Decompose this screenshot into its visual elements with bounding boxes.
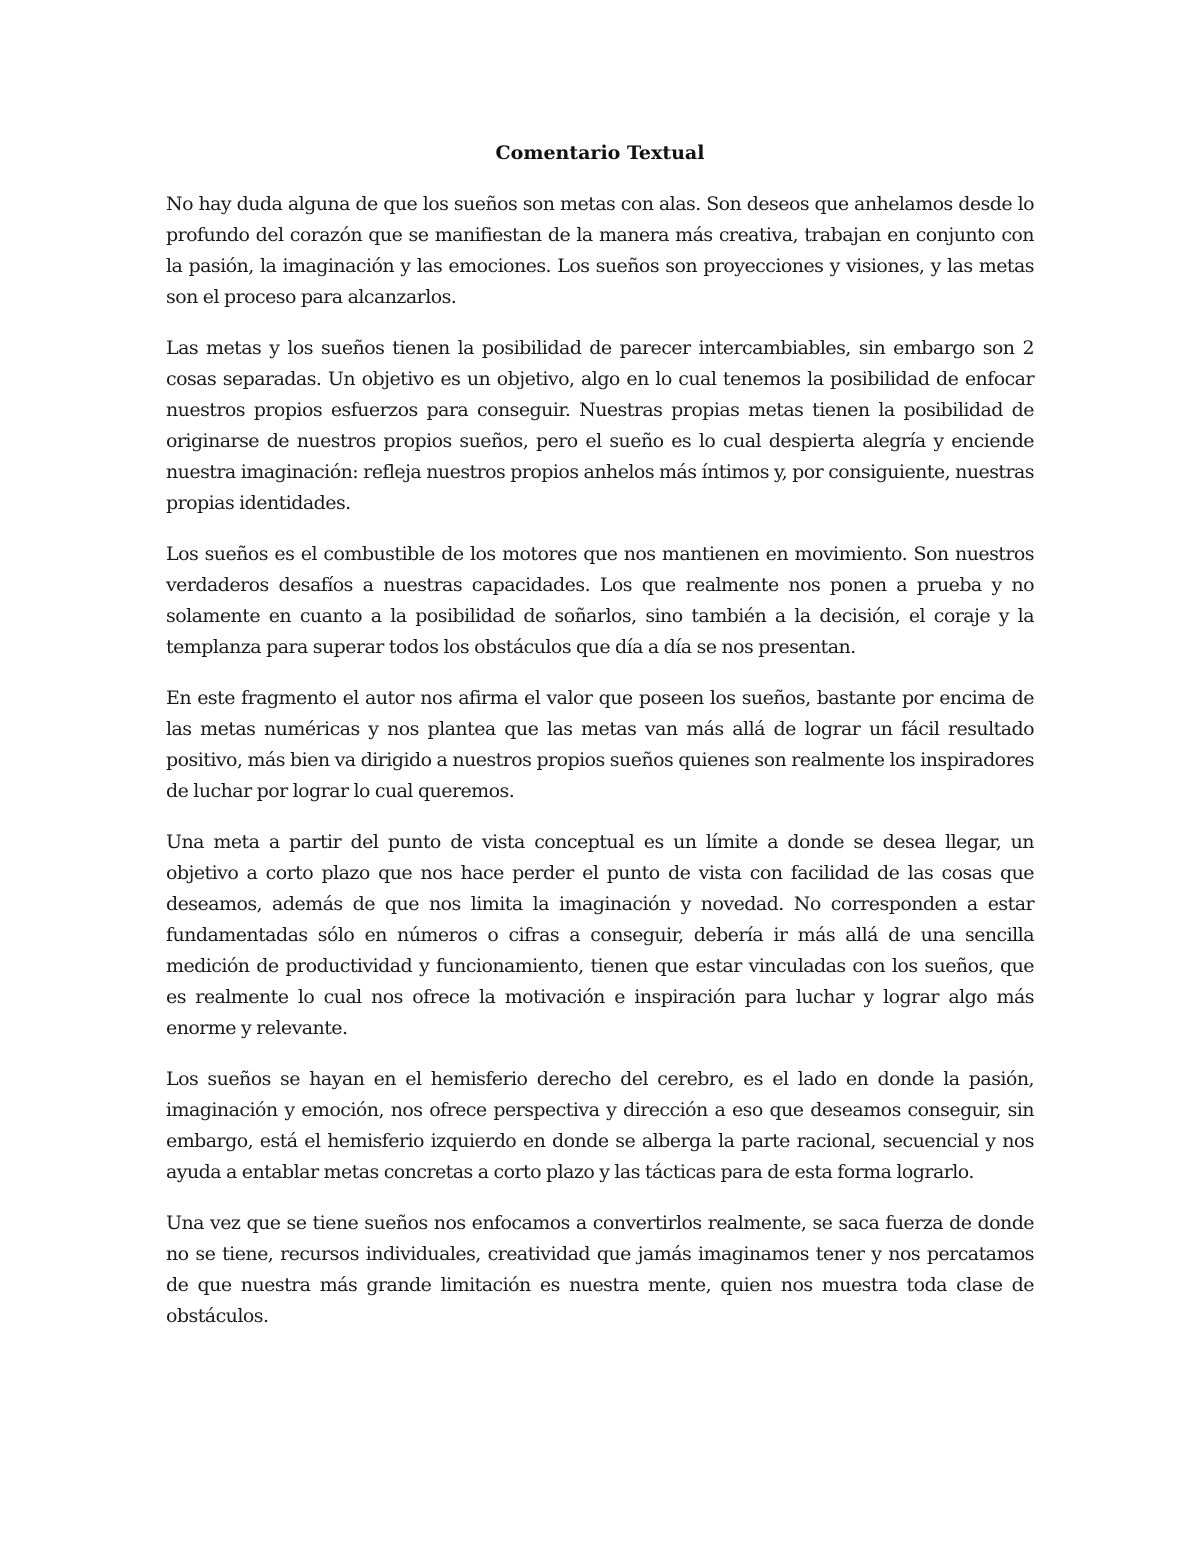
paragraph-4: En este fragmento el autor nos afirma el valor que poseen los sueños, bastante por encima de las metas numéricas y nos plantea que las metas van más allá de lograr un fácil resultado positivo, más bien va dirigido a nuestros propios sueños quienes son realmente los inspiradores de luchar por lograr lo cual queremos. xyxy=(166,687,1034,802)
paragraph-5: Una meta a partir del punto de vista conceptual es un límite a donde se desea llegar, un objetivo a corto plazo que nos hace perder el punto de vista con facilidad de las cosas que deseamos, además de que nos limita la imaginación y novedad. No corresponden a estar fundamentadas sólo en números o cifras a conseguir, debería ir más allá de una sencilla medición de productividad y funcionamiento, tienen que estar vinculadas con los sueños, que es realmente lo cual nos ofrece la motivación e inspiración para luchar y lograr algo más enorme y relevante. xyxy=(166,831,1034,1039)
document-title: Comentario Textual xyxy=(495,142,705,164)
paragraph-7: Una vez que se tiene sueños nos enfocamos a convertirlos realmente, se saca fuerza de donde no se tiene, recursos individuales, creatividad que jamás imaginamos tener y nos percatamos de que nuestra más grande limitación es nuestra mente, quien nos muestra toda clase de obstáculos. xyxy=(166,1212,1034,1327)
document-body xyxy=(166,138,1034,1352)
paragraph-1: No hay duda alguna de que los sueños son metas con alas. Son deseos que anhelamos desde lo profundo del corazón que se manifiestan de la manera más creativa, trabajan en conjunto con la pasión, la imaginación y las emociones. Los sueños son proyecciones y visiones, y las metas son el proceso para alcanzarlos. xyxy=(166,193,1034,308)
paragraph-3: Los sueños es el combustible de los motores que nos mantienen en movimiento. Son nuestros verdaderos desafíos a nuestras capacidades. Los que realmente nos ponen a prueba y no solamente en cuanto a la posibilidad de soñarlos, sino también a la decisión, el coraje y la templanza para superar todos los obstáculos que día a día se nos presentan. xyxy=(166,543,1034,658)
paragraph-6: Los sueños se hayan en el hemisferio derecho del cerebro, es el lado en donde la pasión, imaginación y emoción, nos ofrece perspectiva y dirección a eso que deseamos conseguir, sin embargo, está el hemisferio izquierdo en donde se alberga la parte racional, secuencial y nos ayuda a entablar metas concretas a corto plazo y las tácticas para de esta forma lograrlo. xyxy=(166,1068,1034,1183)
paragraph-2: Las metas y los sueños tienen la posibilidad de parecer intercambiables, sin embargo son 2 cosas separadas. Un objetivo es un objetivo, algo en lo cual tenemos la posibilidad de enfocar nuestros propios esfuerzos para conseguir. Nuestras propias metas tienen la posibilidad de originarse de nuestros propios sueños, pero el sueño es lo cual despierta alegría y enciende nuestra imaginación: refleja nuestros propios anhelos más íntimos y, por consiguiente, nuestras propias identidades. xyxy=(166,337,1034,514)
